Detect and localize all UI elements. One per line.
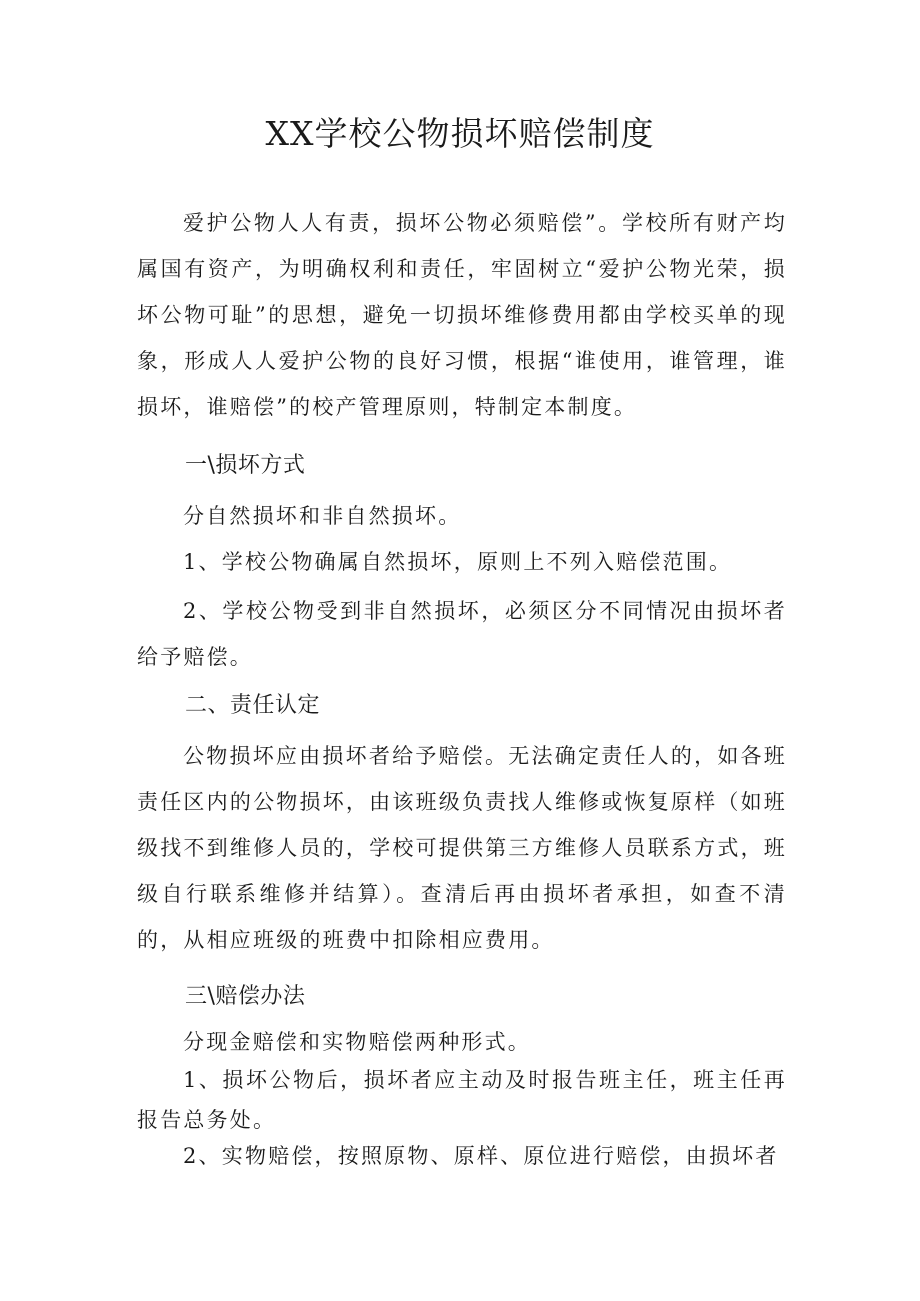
section-3-paragraph-2: 2、实物赔偿，按照原物、原样、原位进行赔偿，由损坏者 (183, 1144, 779, 1168)
section-3-paragraph-1: 1、损坏公物后，损坏者应主动及时报告班主任，班主任再报告总务处。 (137, 1068, 787, 1132)
document-title: XX学校公物损坏赔偿制度 (265, 114, 655, 153)
section-2-paragraph-0: 公物损坏应由损坏者给予赔偿。无法确定责任人的，如各班责任区内的公物损坏，由该班级负责找人维修或恢复原样（如班级找不到维修人员的，学校可提供第三方维修人员联系方式，班级自行联系维修并结算）。查清后再由损坏者承担，如查不清的，从相应班级的班费中扣除相应费用。 (137, 744, 787, 952)
section-1-paragraph-1: 1、学校公物确属自然损坏，原则上不列入赔偿范围。 (183, 550, 733, 574)
section-1-paragraph-0: 分自然损坏和非自然损坏。 (183, 504, 462, 528)
section-1-heading: 一\损坏方式 (185, 453, 306, 478)
section-1-paragraph-2: 2、学校公物受到非自然损坏，必须区分不同情况由损坏者给予赔偿。 (137, 599, 787, 669)
section-3-heading: 三\赔偿办法 (185, 984, 306, 1009)
intro-paragraph: 爱护公物人人有责，损坏公物必须赔偿”。学校所有财产均属国有资产，为明确权利和责任，牢固树立“爱护公物光荣，损坏公物可耻”的思想，避免一切损坏维修费用都由学校买单的现象，形成人人爱护公物的良好习惯，根据“谁使用，谁管理，谁损坏，谁赔偿”的校产管理原则，特制定本制度。 (137, 211, 787, 419)
section-3-paragraph-0: 分现金赔偿和实物赔偿两种形式。 (183, 1030, 531, 1054)
section-2-heading: 二、责任认定 (185, 693, 321, 718)
